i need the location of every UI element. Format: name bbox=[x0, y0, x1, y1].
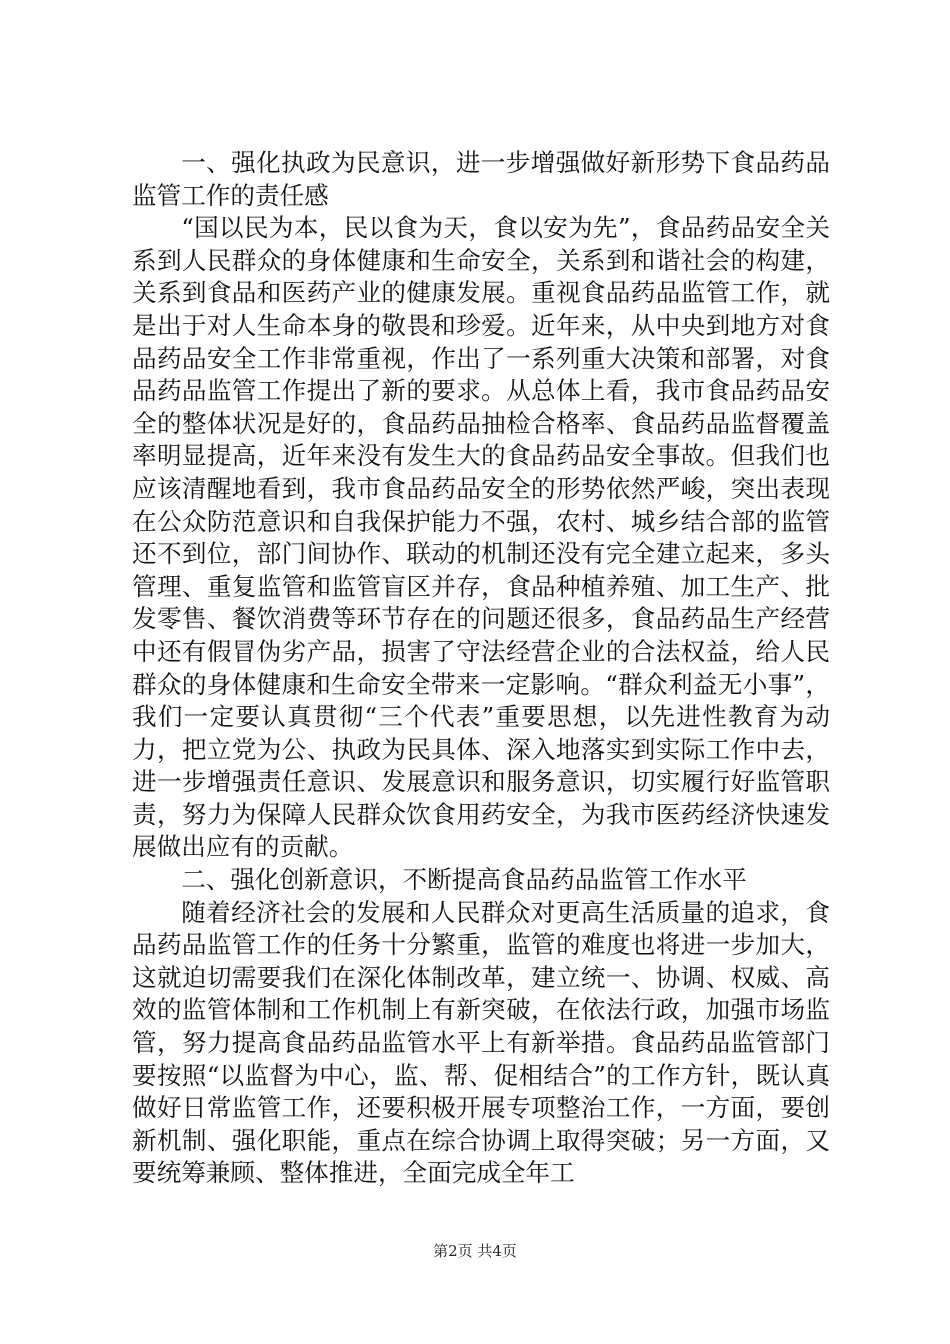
page-number-label: 第2页 共4页 bbox=[433, 1242, 517, 1260]
body-paragraph-2: 随着经济社会的发展和人民群众对更高生活质量的追求，食品药品监管工作的任务十分繁重，监管的难度也将进一步加大，这就迫切需要我们在深化体制改革，建立统一、协调、权威、高效的监管体制和工作机制上有新突破，在依法行政，加强市场监管，努力提高食品药品监管水平上有新举措。食品药品监管部门要按照“以监督为中心，监、帮、促相结合”的工作方针，既认真做好日常监管工作，还要积极开展专项整治工作，一方面，要创新机制、强化职能，重点在综合协调上取得突破；另一方面，又要统筹兼顾、整体推进，全面完成全年工 bbox=[132, 897, 830, 1188]
section-heading-1: 一、强化执政为民意识，进一步增强做好新形势下食品药品监管工作的责任感 bbox=[132, 148, 830, 210]
page-footer bbox=[0, 1240, 950, 1262]
document-body bbox=[132, 147, 830, 1190]
body-paragraph-1: “国以民为本，民以食为天，食以安为先”，食品药品安全关系到人民群众的身体健康和生命安全，关系到和谐社会的构建，关系到食品和医药产业的健康发展。重视食品药品监管工作，就是出于对人生命本身的敬畏和珍爱。近年来，从中央到地方对食品药品安全工作非常重视，作出了一系列重大决策和部署，对食品药品监管工作提出了新的要求。从总体上看，我市食品药品安全的整体状况是好的，食品药品抽检合格率、食品药品监督覆盖率明显提高，近年来没有发生大的食品药品安全事故。但我们也应该清醒地看到，我市食品药品安全的形势依然严峻，突出表现在公众防范意识和自我保护能力不强，农村、城乡结合部的监管还不到位，部门间协作、联动的机制还没有完全建立起来，多头管理、重复监管和监管盲区并存，食品种植养殖、加工生产、批发零售、餐饮消费等环节存在的问题还很多，食品药品生产经营中还有假冒伪劣产品，损害了守法经营企业的合法权益，给人民群众的身体健康和生命安全带来一定影响。“群众利益无小事”，我们一定要认真贯彻“三个代表”重要思想，以先进性教育为动力，把立党为公、执政为民具体、深入地落实到实际工作中去，进一步增强责任意识、发展意识和服务意识，切实履行好监管职责，努力为保障人民群众饮食用药安全，为我市医药经济快速发展做出应有的贡献。 bbox=[132, 213, 830, 862]
section-heading-2: 二、强化创新意识，不断提高食品药品监管工作水平 bbox=[181, 865, 747, 895]
